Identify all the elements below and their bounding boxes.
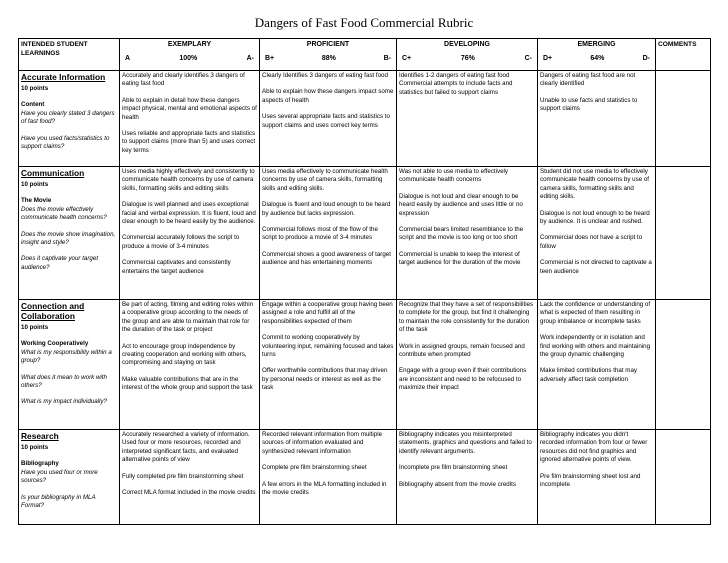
- criterion-row: [19, 167, 711, 300]
- criterion-question: [21, 340, 117, 365]
- descriptor-text: Commit to working cooperatively by volunteering input, remaining focused and takes turns: [262, 334, 394, 359]
- criterion-name: Research: [21, 431, 59, 441]
- descriptor-text: Commercial bears limited resemblance to the script and the movie is too long or too short: [399, 226, 524, 242]
- question-text: Have you used four or more sources?: [21, 468, 98, 485]
- descriptor-text: Work independently or in isolation and find working with others and maintaining the group dynamic challenging: [540, 334, 651, 359]
- descriptor-text: Bibliography indicates you didn't recorded information from four or fewer resources did not find graphics and ignored alternative points of view.: [540, 431, 648, 464]
- descriptor-text: Student did not use media to effectively communicate health concerns by use of camera skills, formatting skills and editing skills.: [540, 168, 650, 201]
- question-heading: Bibliography: [21, 460, 59, 468]
- descriptor-text: Uses media effectively to communicate health concerns by use of camera skills, formatting skills and editing skills.: [262, 168, 388, 192]
- comments-cell[interactable]: [656, 71, 711, 167]
- descriptor-text: Commercial captivates and consistently entertains the target audience: [122, 259, 231, 275]
- criterion-points: 10 points: [21, 181, 49, 188]
- learnings-header: INTENDED STUDENT LEARNINGS: [19, 39, 120, 71]
- descriptor-text: Offer worthwhile contributions that may driven by personal needs or interest as well as the task: [262, 367, 388, 392]
- descriptor-text: Commercial does not have a script to follow: [540, 234, 643, 250]
- rubric-body: [19, 71, 711, 525]
- descriptor-cell: [260, 71, 397, 167]
- descriptor-cell: [397, 300, 538, 430]
- descriptor-text: Make limited contributions that may adversely affect task completion: [540, 367, 637, 383]
- descriptor-text: Bibliography absent from the movie credits: [399, 480, 516, 488]
- descriptor-cell: [538, 167, 656, 300]
- question-heading: The Movie: [21, 197, 52, 205]
- comments-cell[interactable]: [656, 300, 711, 430]
- question-text: Have you used facts/statistics to support claims?: [21, 134, 110, 151]
- descriptor-text: Accurately and clearly identifies 3 dangers of eating fast food: [122, 72, 245, 88]
- criterion-cell: [19, 71, 120, 167]
- question-heading: Content: [21, 101, 45, 109]
- descriptor-text: Dialogue is not loud and clear enough to be heard easily by audience and uses little or no expression: [399, 192, 523, 217]
- criterion-question: [21, 197, 117, 222]
- criterion-question: [21, 494, 117, 511]
- descriptor-cell: [538, 71, 656, 167]
- criterion-points: 10 points: [21, 324, 49, 331]
- descriptor-text: Fully completed pre film brainstorming sheet: [122, 472, 244, 480]
- descriptor-cell: [260, 300, 397, 430]
- descriptor-text: Dialogue is well planned and uses exceptional facial and verbal expression. It is fluent, loud and clear enough to be heard easily by the audience.: [122, 201, 256, 226]
- descriptor-cell: [120, 300, 260, 430]
- criterion-cell: [19, 167, 120, 300]
- criterion-name: Accurate Information: [21, 72, 106, 82]
- descriptor-text: Commercial accurately follows the script to produce a movie of 3-4 minutes: [122, 234, 240, 250]
- descriptor-text: Commercial follows most of the flow of the script to produce a movie of 3-4 minutes: [262, 226, 378, 242]
- question-text: Have you clearly stated 3 dangers of fast food?: [21, 109, 115, 126]
- descriptor-text: Act to encourage group independence by creating cooperation and working with others, compromising and staying on task: [122, 342, 247, 367]
- question-text: What is my impact individually?: [21, 398, 107, 406]
- criterion-name: Communication: [21, 168, 85, 178]
- question-text: Is your bibliography in MLA Format?: [21, 493, 96, 510]
- question-text: What does it mean to work with others?: [21, 373, 107, 390]
- descriptor-text: Dangers of eating fast food are not clearly identified: [540, 72, 636, 88]
- descriptor-text: Work in assigned groups, remain focused and contribute when prompted: [399, 342, 525, 359]
- descriptor-cell: [120, 430, 260, 525]
- level-header-proficient: PROFICIENT B+ 88% B-: [260, 39, 397, 71]
- criterion-question: [21, 398, 117, 406]
- descriptor-cell: [397, 430, 538, 525]
- descriptor-text: Commercial shows a good awareness of target audience and has entertaining moments: [262, 250, 391, 267]
- descriptor-cell: [538, 430, 656, 525]
- criterion-question: [21, 460, 117, 485]
- descriptor-text: Be part of acting, filming and editing roles within a cooperative group according to the needs of the group and are able to maintain that role for the duration of the task or project: [122, 301, 254, 334]
- descriptor-text: Able to explain in detail how these dangers impact physical, mental and emotional aspects of health: [122, 96, 257, 121]
- descriptor-text: Uses reliable and appropriate facts and statistics to support claims (more than 5) and uses correct key terms: [122, 130, 256, 154]
- criterion-points: 10 points: [21, 85, 49, 92]
- criterion-row: [19, 300, 711, 430]
- descriptor-cell: [120, 167, 260, 300]
- criterion-cell: [19, 300, 120, 430]
- descriptor-text: Was not able to use media to effectively communicate health concerns: [399, 168, 509, 184]
- question-text: Does the movie effectively communicate health concerns?: [21, 205, 107, 222]
- criterion-question: [21, 135, 117, 152]
- criterion-cell: [19, 430, 120, 525]
- comments-cell[interactable]: [656, 430, 711, 525]
- page-title: Dangers of Fast Food Commercial Rubric: [254, 15, 474, 30]
- descriptor-text: Identifies 1-2 dangers of eating fast food Commercial attempts to include facts and statistics but failed to support claims: [399, 72, 513, 96]
- descriptor-cell: [260, 167, 397, 300]
- level-header-exemplary: EXEMPLARY A 100% A-: [120, 39, 260, 71]
- comments-cell[interactable]: [656, 167, 711, 300]
- descriptor-text: Unable to use facts and statistics to support claims: [540, 96, 638, 113]
- descriptor-text: Recognize that they have a set of responsibilities to complete for the group, but find it challenging to maintain the role consistently for the duration of the task: [399, 301, 534, 334]
- criterion-row: [19, 430, 711, 525]
- descriptor-text: Commercial is not directed to captivate a teen audience: [540, 259, 652, 275]
- descriptor-text: Bibliography indicates you misinterpreted statements, graphics and questions and failed to identify relevant arguments.: [399, 431, 532, 455]
- descriptor-text: Engage with a group even if their contributions are inconsistent and need to be refocused to maximize their impact: [399, 367, 527, 392]
- criterion-question: [21, 101, 117, 126]
- question-text: Does it captivate your target audience?: [21, 255, 99, 271]
- level-header-developing: DEVELOPING C+ 76% C-: [397, 39, 538, 71]
- criterion-question: [21, 255, 117, 272]
- criterion-points: 10 points: [21, 444, 49, 451]
- rubric-table: [18, 38, 711, 525]
- descriptor-text: Dialogue is fluent and loud enough to be heard by audience but lacks expression.: [262, 201, 391, 217]
- criterion-question: [21, 374, 117, 391]
- criterion-question: [21, 231, 117, 248]
- criterion-row: [19, 71, 711, 167]
- descriptor-text: Correct MLA format included in the movie credits: [122, 489, 256, 497]
- criterion-name: Connection and Collaboration: [21, 301, 85, 321]
- header-row: [19, 39, 711, 71]
- descriptor-text: Complete pre film brainstorming sheet: [262, 464, 367, 472]
- descriptor-text: Uses several appropriate facts and statistics to support claims and uses correct key terms: [262, 113, 390, 129]
- descriptor-text: Accurately researched a variety of information. Used four or more resources, recorded and interpreted significant facts, and evaluated alternative points of view: [122, 431, 250, 464]
- descriptor-cell: [397, 167, 538, 300]
- question-heading: Working Cooperatively: [21, 340, 89, 348]
- descriptor-text: Engage within a cooperative group having been assigned a role and fulfill all of the responsibilities expected of them: [262, 301, 393, 325]
- level-header-emerging: EMERGING D+ 64% D-: [538, 39, 656, 71]
- question-text: What is my responsibility within a group?: [21, 348, 112, 365]
- descriptor-text: Make valuable contributions that are in the interest of the whole group and support the task: [122, 375, 253, 392]
- descriptor-text: Lack the confidence or understanding of what is expected of them resulting in group imbalance or incomplete tasks: [540, 301, 651, 325]
- descriptor-text: Able to explain how these dangers impact some aspects of health: [262, 88, 394, 104]
- descriptor-cell: [397, 71, 538, 167]
- descriptor-text: Recorded relevant information from multiple sources of information evaluated and synthesized relevant information: [262, 431, 383, 455]
- descriptor-text: Uses media highly effectively and consistently to communicate health concerns by use of camera skills, formatting skills and editing skills: [122, 168, 255, 192]
- comments-header: COMMENTS: [656, 39, 711, 71]
- descriptor-text: Clearly Identifies 3 dangers of eating fast food: [262, 72, 388, 79]
- descriptor-text: Incomplete pre film brainstorming sheet: [399, 464, 508, 472]
- descriptor-text: Commercial is unable to keep the interest of target audience for the duration of the movie: [399, 250, 521, 267]
- question-text: Does the movie show imagination, insight and style?: [21, 230, 116, 247]
- descriptor-cell: [120, 71, 260, 167]
- descriptor-text: Pre film brainstorming sheet lost and incomplete: [540, 472, 641, 489]
- descriptor-text: Dialogue is not loud enough to be heard by audience. It is unclear and rushed.: [540, 209, 650, 226]
- descriptor-text: A few errors in the MLA formatting included in the movie credits: [262, 480, 387, 497]
- descriptor-cell: [538, 300, 656, 430]
- descriptor-cell: [260, 430, 397, 525]
